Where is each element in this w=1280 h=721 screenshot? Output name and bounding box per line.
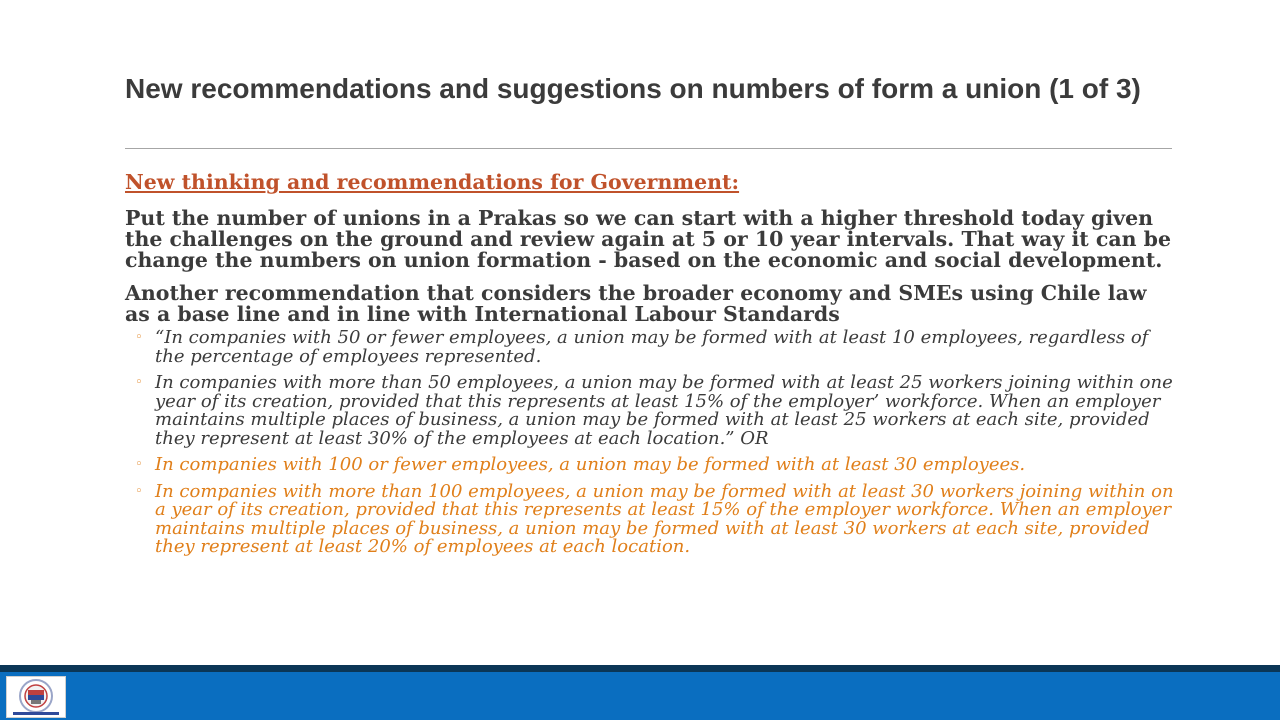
bullet-list xyxy=(125,329,1175,557)
bullet-text: In companies with 100 or fewer employees, a union may be formed with at least 30 employees. xyxy=(155,454,1026,475)
section-heading: New thinking and recommendations for Government: xyxy=(125,170,740,194)
bullet-marker-icon: ◦ xyxy=(135,483,143,499)
bullet-text: In companies with more than 100 employees, a union may be formed with at least 30 workers joining within on a year of its creation, provided that this represents at least 15% of the employer workforce. When an employer maintains multiple places of business, a union may be formed with at least 30 workers at each site, provided they represent at least 20% of employees at each location. xyxy=(155,480,1174,557)
bullet-item xyxy=(125,456,1175,475)
federation-seal-logo-icon xyxy=(6,676,66,718)
bullet-text: In companies with more than 50 employees, a union may be formed with at least 25 workers joining within one year of its creation, provided that this represents at least 15% of the employer’ workforce. When an employer maintains multiple places of business, a union may be formed with at least 25 workers at each site, provided they represent at least 30% of the employees at each location.” OR xyxy=(155,372,1173,449)
footer-accent-bar xyxy=(0,665,1280,672)
bullet-item xyxy=(125,374,1175,448)
bullet-marker-icon: ◦ xyxy=(135,375,143,390)
bullet-item xyxy=(125,329,1175,366)
bullet-marker-icon: ◦ xyxy=(135,457,143,472)
paragraph-prakas: Put the number of unions in a Prakas so we can start with a higher threshold today given the challenges on the ground and review again at 5 or 10 year intervals. That way it can be change the numbers on union formation - based on the economic and social development. xyxy=(125,206,1172,272)
bullet-text: “In companies with 50 or fewer employees, a union may be formed with at least 10 employees, regardless of the percentage of employees represented. xyxy=(155,327,1149,367)
bullet-marker-icon: ◦ xyxy=(135,330,143,345)
slide-title: New recommendations and suggestions on numbers of form a union (1 of 3) xyxy=(125,73,1141,104)
bullet-item xyxy=(125,480,1175,557)
slide-body xyxy=(125,170,1175,565)
paragraph-chile-law: Another recommendation that considers the broader economy and SMEs using Chile law as a base line and in line with International Labour Standards xyxy=(125,281,1147,326)
footer-bar xyxy=(0,672,1280,720)
title-divider xyxy=(125,148,1172,149)
